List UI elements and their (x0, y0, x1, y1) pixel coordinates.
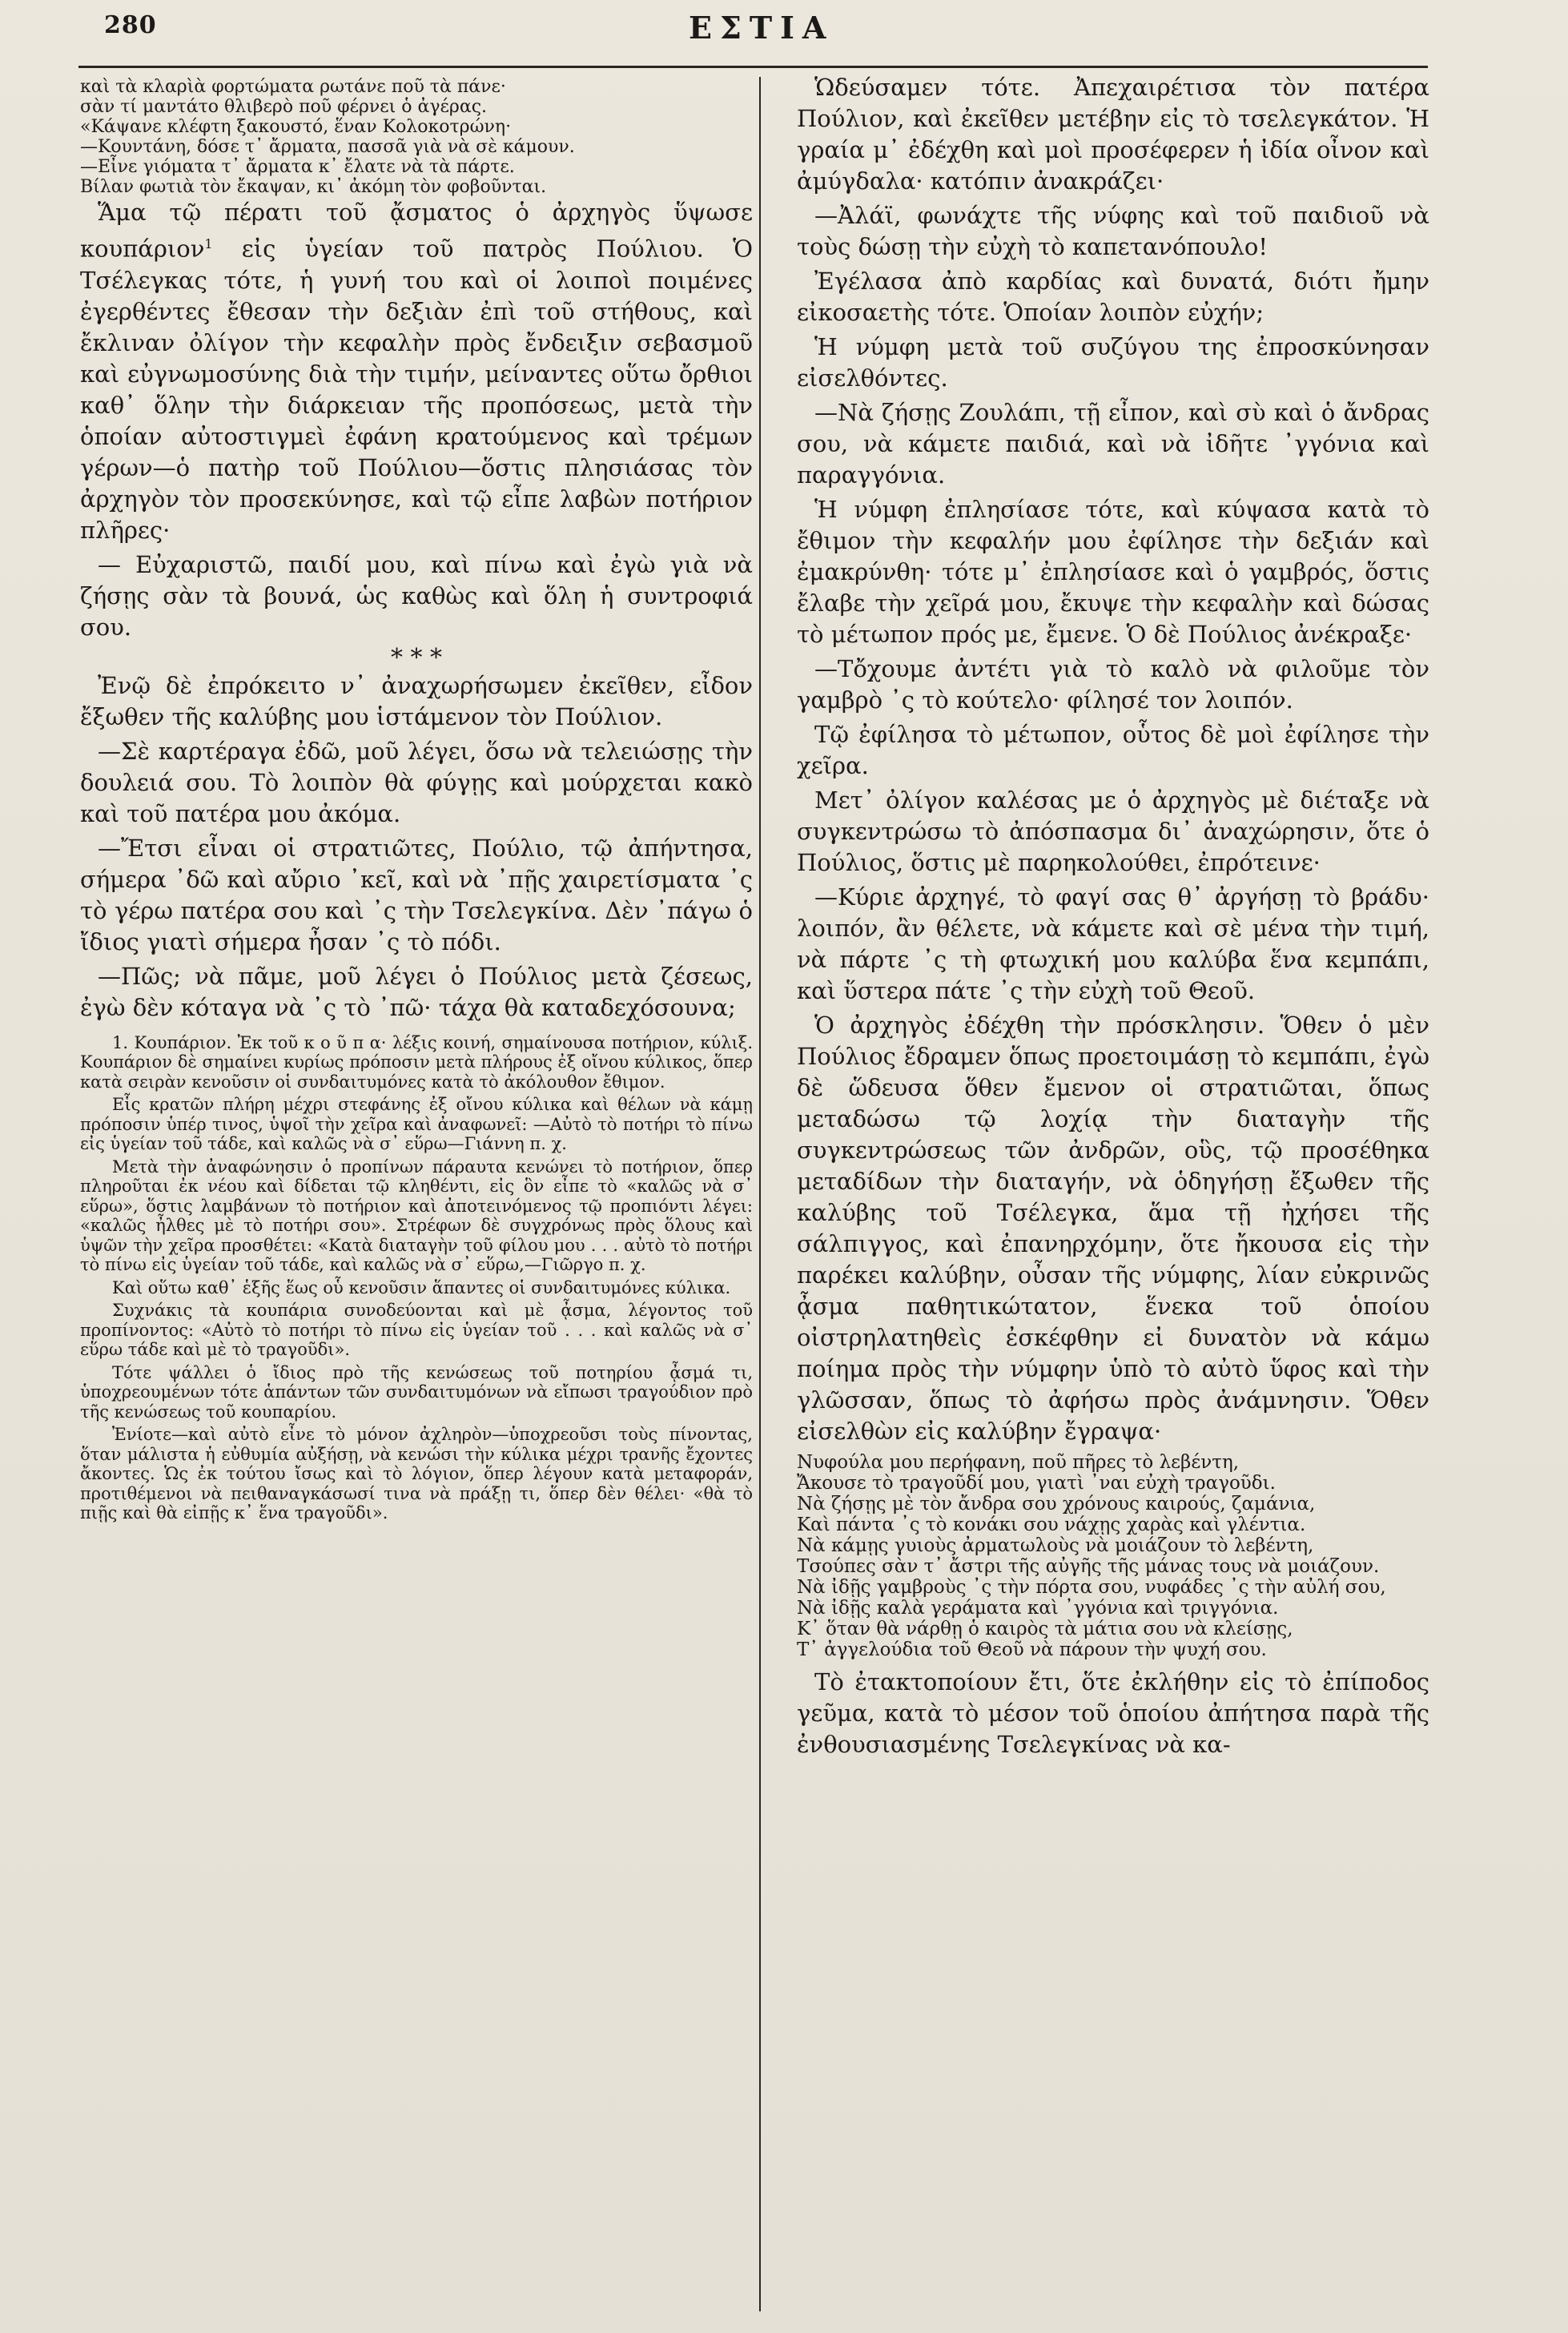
paragraph: —Νὰ ζήσῃς Ζουλάπι, τῇ εἶπον, καὶ σὺ καὶ ὁ ἄνδρας σου, νὰ κάμετε παιδιά, καὶ νὰ ἰδῆτε ᾽γγόνια καὶ παραγγόνια. (797, 399, 1429, 489)
footnote: 1. Κουπάριον. Ἐκ τοῦ κ ο ῦ π α· λέξις κοινή, σημαίνουσα ποτήριον, κύλιξ. Κουπάριον δὲ σημαίνει κυρίως πρόποσιν μετὰ πλήρους ἐξ οἴνου κύλικος, ὅπερ κατὰ σειρὰν κενοῦσιν οἱ συνδαιτυμόνες κατὰ τὸ ἀκόλουθον ἔθιμον. (80, 1032, 753, 1092)
paragraph: —Τὄχουμε ἀντέτι γιὰ τὸ καλὸ νὰ φιλοῦμε τὸν γαμβρὸ ᾽ς τὸ κούτελο· φίλησέ τον λοιπόν. (797, 655, 1429, 714)
section-break: * * * (390, 643, 443, 672)
paragraph: —Κύριε ἀρχηγέ, τὸ φαγί σας θ᾽ ἀργήσῃ τὸ βράδυ· λοιπόν, ἂν θέλετε, νὰ κάμετε καὶ σὲ μένα τὴν τιμή, νὰ πάρτε ᾽ς τὴ φτωχική μου καλύβα ἕνα κεμπάπι, καὶ ὕστερα πάτε ᾽ς τὴν εὐχὴ τοῦ Θεοῦ. (797, 883, 1429, 1004)
paragraph: Τῷ ἐφίλησα τὸ μέτωπον, οὗτος δὲ μοὶ ἐφίλησε τὴν χεῖρα. (797, 721, 1429, 779)
paragraph: Ἐγέλασα ἀπὸ καρδίας καὶ δυνατά, διότι ἤμην εἰκοσαετὴς τότε. Ὁποίαν λοιπὸν εὐχήν; (797, 267, 1429, 326)
header-rule (78, 66, 1428, 68)
paragraph: Ἡ νύμφη ἐπλησίασε τότε, καὶ κύψασα κατὰ τὸ ἔθιμον τὴν κεφαλήν μου ἐφίλησε τὴν δεξιάν καὶ ἐμακρύνθη· τότε μ᾽ ἐπλησίασε καὶ ὁ γαμβρός, ὅστις ἔλαβε τὴν χεῖρά μου, ἔκυψε τὴν κεφαλὴν καὶ δώσας τὸ μέτωπον πρός με, ἔμενε. Ὁ δὲ Πούλιος ἀνέκραξε· (797, 496, 1429, 648)
footnote-marker: 1 (204, 236, 213, 251)
paragraph-text: Ἅμα τῷ πέρατι τοῦ ᾄσματος ὁ ἀρχηγὸς ὕψωσε κουπάριον (80, 199, 753, 263)
footnote: Μετὰ τὴν ἀναφώνησιν ὁ προπίνων πάραυτα κενώνει τὸ ποτήριον, ὅπερ πληροῦται ἐκ νέου καὶ δίδεται τῷ κληθέντι, εἰς ὃν εἶπε τὸ «καλῶς νὰ σ᾽ εὕρω», ὅστις λαμβάνων τὸ ποτήριον καὶ ἀποτεινόμενος τῷ προπιόντι λέγει: «καλῶς ἦλθες μὲ τὸ ποτήρι σου». Στρέφων δὲ συγχρόνως πρὸς ὅλους καὶ ὑψῶν τὴν χεῖρα προσθέτει: «Κατὰ διαταγὴν τοῦ φίλου μου . . . αὐτὸ τὸ ποτήρι τὸ πίνω εἰς ὑγείαν τοῦ τάδε, καὶ καλῶς νὰ σ᾽ εὕρω,—Γιῶργο π. χ. (80, 1156, 753, 1275)
paragraph: Ὁ ἀρχηγὸς ἐδέχθη τὴν πρόσκλησιν. Ὅθεν ὁ μὲν Πούλιος ἔδραμεν ὅπως προετοιμάσῃ τὸ κεμπάπι, ἐγὼ δὲ ὥδευσα ὅθεν ἔμενον οἱ στρατιῶται, ὅπως μεταδώσω τῷ λοχίᾳ τὴν διαταγὴν τῆς συγκεντρώσεως τῶν ἀνδρῶν, οὓς, τῷ προσέθηκα μεταδίδων τὴν διαταγήν, νὰ ὁδηγήσῃ ἔξωθεν τῆς καλύβης τοῦ Τσέλεγκα, ἅμα τῇ ἠχήσει τῆς σάλπιγγος, καὶ ἐπανηρχόμην, ὅτε ἤκουσα εἰς τὴν παρέκει καλύβην, οὖσαν τῆς νύμφης, λίαν εὐκρινῶς ᾆσμα παθητικώτατον, ἕνεκα τοῦ ὁποίου οἰστρηλατηθεὶς ἐσκέφθην εἰ δυνατὸν νὰ κάμω ποίημα πρὸς τὴν νύμφην ὑπὸ τὸ αὐτὸ ὕφος καὶ τὴν γλῶσσαν, ὅπως τὸ ἀφήσω πρὸς ἀνάμνησιν. Ὅθεν εἰσελθὼν εἰς καλύβην ἔγραψα· (797, 1012, 1429, 1445)
paragraph: Ὡδεύσαμεν τότε. Ἀπεχαιρέτισα τὸν πατέρα Πούλιον, καὶ ἐκεῖθεν μετέβην εἰς τὸ τσελεγκάτον. Ἡ γραία μ᾽ ἐδέχθη καὶ μοὶ προσέφερεν ἡ ἰδία οἶνον καὶ ἀμύγδαλα· κατόπιν ἀνακράζει· (797, 74, 1429, 195)
paragraph: Τὸ ἐτακτοποίουν ἔτι, ὅτε ἐκλήθην εἰς τὸ ἐπίποδος γεῦμα, κατὰ τὸ μέσον τοῦ ὁποίου ἀπήτησα παρὰ τῆς ἐνθουσιασμένης Τσελεγκίνας νὰ κα- (797, 1668, 1429, 1758)
journal-title: ΕΣΤΙΑ (689, 10, 834, 46)
paragraph: Μετ᾽ ὀλίγον καλέσας με ὁ ἀρχηγὸς μὲ διέταξε νὰ συγκεντρώσω τὸ ἀπόσπασμα δι᾽ ἀναχώρησιν, ὅτε ὁ Πούλιος, ὅστις μὲ παρηκολούθει, ἐπρότεινε· (797, 786, 1429, 876)
paragraph: Ἡ νύμφη μετὰ τοῦ συζύγου της ἐπροσκύνησαν εἰσελθόντες. (797, 333, 1429, 392)
footnote: Καὶ οὕτω καθ᾽ ἑξῆς ἕως οὗ κενοῦσιν ἅπαντες οἱ συνδαιτυμόνες κύλικα. (112, 1277, 731, 1297)
paragraph: Ἐνῷ δὲ ἐπρόκειτο ν᾽ ἀναχωρήσωμεν ἐκεῖθεν, εἶδον ἔξωθεν τῆς καλύβης μου ἱστάμενον τὸν Πούλιον. (80, 671, 753, 730)
paragraph: —Ἀλάϊ, φωνάχτε τῆς νύφης καὶ τοῦ παιδιοῦ νὰ τοὺς δώσῃ τὴν εὐχὴ τὸ καπετανόπουλο! (797, 202, 1429, 260)
poem: Νυφούλα μου περήφανη, ποῦ πῆρες τὸ λεβέντη, Ἄκουσε τὸ τραγοῦδί μου, γιατὶ ᾽ναι εὐχὴ τραγοῦδι. Νὰ ζήσῃς μὲ τὸν ἄνδρα σου χρόνους καιρούς, ζαμάνια, Καὶ πάντα ᾽ς τὸ κονάκι σου νάχῃς χαρὰς καὶ γλέντια. Νὰ κάμῃς γυιοὺς ἀρματωλοὺς νὰ μοιάζουν τὸ λεβέντη, Τσούπες σὰν τ᾽ ἄστρι τῆς αὐγῆς τῆς μάνας τους νὰ μοιάζουν. Νὰ ἰδῇς γαμβροὺς ᾽ς τὴν πόρτα σου, νυφάδες ᾽ς τὴν αὐλή σου, Νὰ ἰδῇς καλὰ γεράματα καὶ ᾽γγόνια καὶ τριγγόνια. Κ᾽ ὅταν θὰ νάρθῃ ὁ καιρὸς τὰ μάτια σου νὰ κλείσῃς, Τ᾽ ἀγγελούδια τοῦ Θεοῦ νὰ πάρουν τὴν ψυχή σου. (797, 1452, 1386, 1660)
running-head (0, 6, 1568, 54)
song-verse: καὶ τὰ κλαρὶὰ φορτώματα ρωτάνε ποῦ τὰ πάνε· σὰν τί μαντάτο θλιβερὸ ποῦ φέρνει ὁ ἀγέρας. «Κάψανε κλέφτη ξακουστό, ἕναν Κολοκοτρώνη· —Κουντάνη, δόσε τ᾽ ἄρματα, πασσᾶ γιὰ νὰ σὲ κάμουν. —Εἶνε γιόματα τ᾽ ἄρματα κ᾽ ἔλατε νὰ τὰ πάρτε. Βίλαν φωτιὰ τὸν ἔκαψαν, κι᾽ ἀκόμη τὸν φοβοῦνται. (80, 77, 575, 197)
paragraph-text: εἰς ὑγείαν τοῦ πατρὸς Πούλιου. Ὁ Τσέλεγκας τότε, ἡ γυνή του καὶ οἱ λοιποὶ ποιμένες ἐγερθέντες ἔθεσαν τὴν δεξιὰν ἐπὶ τοῦ στήθους, καὶ ἔκλιναν ὀλίγον τὴν κεφαλὴν πρὸς ἔνδειξιν σεβασμοῦ καὶ εὐγνωμοσύνης διὰ τὴν τιμήν, μείναντες οὕτω ὄρθιοι καθ᾽ ὅλην τὴν διάρκειαν τῆς προπόσεως, μετὰ τὴν ὁποίαν αὐτοστιγμεὶ ἐφάνη κρατούμενος καὶ τρέμων γέρων—ὁ πατὴρ τοῦ Πούλιου—ὅστις πλησιάσας τὸν ἀρχηγὸν τὸν προσεκύνησε, καὶ τῷ εἶπε λαβὼν ποτήριον πλῆρες· (80, 235, 753, 544)
paragraph (80, 197, 753, 546)
paragraph: — Εὐχαριστῶ, παιδί μου, καὶ πίνω καὶ ἐγὼ γιὰ νὰ ζήσῃς σὰν τὰ βουνά, ὡς καθὼς καὶ ὅλη ἡ συντροφιά σου. (80, 550, 753, 641)
paragraph: —Σὲ καρτέραγα ἐδῶ, μοῦ λέγει, ὅσω νὰ τελειώσῃς τὴν δουλειά σου. Τὸ λοιπὸν θὰ φύγῃς καὶ μούρχεται κακὸ καὶ τοῦ πατέρα μου ἀκόμα. (80, 737, 753, 827)
footnotes (80, 1033, 753, 1523)
footnote: Εἷς κρατῶν πλήρη μέχρι στεφάνης ἐξ οἴνου κύλικα καὶ θέλων νὰ κάμῃ πρόποσιν ὑπέρ τινος, ὑψοῖ τὴν χεῖρα καὶ ἀναφωνεῖ: —Αὐτὸ τὸ ποτήρι τὸ πίνω εἰς ὑγείαν τοῦ τάδε, καὶ καλῶς νὰ σ᾽ εὕρω—Γιάννη π. χ. (80, 1095, 753, 1154)
right-column (797, 72, 1429, 1764)
footnote: Συχνάκις τὰ κουπάρια συνοδεύονται καὶ μὲ ᾆσμα, λέγοντος τοῦ προπίνοντος: «Αὐτὸ τὸ ποτήρι τὸ πίνω εἰς ὑγείαν τοῦ . . . καὶ καλῶς νὰ σ᾽ εὕρω τάδε καὶ μὲ τὸ τραγοῦδι». (80, 1301, 753, 1360)
page-number: 280 (104, 11, 157, 39)
paragraph: —Ἔτσι εἶναι οἱ στρατιῶτες, Πούλιο, τῷ ἀπήντησα, σήμερα ᾽δῶ καὶ αὔριο ᾽κεῖ, καὶ νὰ ᾽πῇς χαιρετίσματα ᾽ς τὸ γέρω πατέρα σου καὶ ᾽ς τὴν Τσελεγκίνα. Δὲν ᾽πάγω ὁ ἴδιος γιατὶ σήμερα ἦσαν ᾽ς τὸ πόδι. (80, 834, 753, 955)
column-divider (759, 77, 761, 2311)
left-column (80, 72, 753, 1523)
footnote: Ἐνίοτε—καὶ αὐτὸ εἶνε τὸ μόνον ἀχληρὸν—ὑποχρεοῦσι τοὺς πίνοντας, ὅταν μάλιστα ἡ εὐθυμία αὐξήσῃ, νὰ κενώσι τὴν κύλικα μέχρι τρανῆς ἔχοντες ἄκοντες. Ὡς ἐκ τούτου ἴσως καὶ τὸ λόγιον, ὅπερ λέγουν κατὰ μεταφοράν, προτιθέμενοι νὰ πειθαναγκάσωσί τινα νὰ πράξῃ τι, ὅπερ δὲν θέλει· «θὰ τὸ πιῇς καὶ θὰ εἰπῇς κ᾽ ἕνα τραγοῦδι». (80, 1425, 753, 1523)
paragraph: —Πῶς; νὰ πᾶμε, μοῦ λέγει ὁ Πούλιος μετὰ ζέσεως, ἐγὼ δὲν κόταγα νὰ ᾽ς τὸ ᾽πῶ· τάχα θὰ καταδεχόσουνα; (80, 962, 753, 1021)
footnote: Τότε ψάλλει ὁ ἴδιος πρὸ τῆς κενώσεως τοῦ ποτηρίου ᾆσμά τι, ὑποχρεουμένων τότε ἁπάντων τῶν συνδαιτυμόνων νὰ εἴπωσι τραγούδιον πρὸ τῆς κενώσεως τοῦ κουπαρίου. (80, 1362, 753, 1422)
